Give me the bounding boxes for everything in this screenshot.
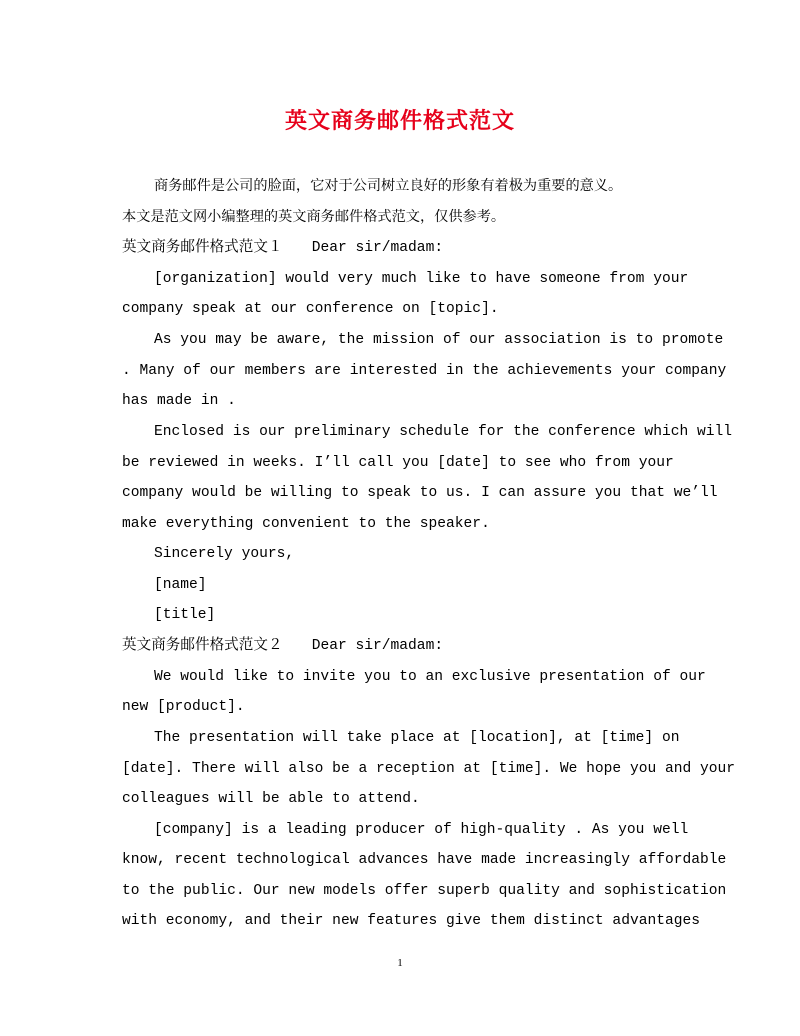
paragraph-line: has made in .: [122, 393, 236, 409]
paragraph-line: new [product].: [122, 699, 245, 715]
paragraph-line: [date]. There will also be a reception at [time]. We hope you and your: [122, 761, 736, 777]
page-number: 1: [397, 957, 403, 969]
paragraph-line: As you may be aware, the mission of our association is to promote: [154, 332, 724, 348]
paragraph-line: 商务邮件是公司的脸面，它对于公司树立良好的形象有着极为重要的意义。: [154, 178, 623, 194]
paragraph-line: [organization] would very much like to have someone from your: [154, 271, 689, 287]
paragraph-line: 本文是范文网小编整理的英文商务邮件格式范文，仅供参考。: [122, 209, 506, 225]
paragraph-line: We would like to invite you to an exclusive presentation of our: [154, 669, 706, 685]
paragraph-line: colleagues will be able to attend.: [122, 791, 420, 807]
section-heading-2: 英文商务邮件格式范文２ Dear sir/madam:: [122, 638, 444, 654]
signature-name: [name]: [154, 577, 207, 593]
paragraph-line: The presentation will take place at [location], at [time] on: [154, 730, 680, 746]
paragraph-line: be reviewed in weeks. I’ll call you [date] to see who from your: [122, 455, 674, 471]
document-title: 英文商务邮件格式范文: [284, 108, 515, 134]
paragraph-line: company speak at our conference on [topic].: [122, 301, 499, 317]
paragraph-line: know, recent technological advances have made increasingly affordable: [122, 852, 727, 868]
signature-title: [title]: [154, 607, 216, 623]
paragraph-line: . Many of our members are interested in the achievements your company: [122, 363, 727, 379]
section-heading-1: 英文商务邮件格式范文１ Dear sir/madam:: [122, 240, 444, 256]
paragraph-line: make everything convenient to the speaker.: [122, 516, 490, 532]
paragraph-line: to the public. Our new models offer superb quality and sophistication: [122, 883, 727, 899]
paragraph-line: Enclosed is our preliminary schedule for the conference which will: [154, 424, 733, 440]
paragraph-line: with economy, and their new features give them distinct advantages: [122, 913, 701, 929]
paragraph-line: company would be willing to speak to us. I can assure you that we’ll: [122, 485, 718, 501]
closing-line: Sincerely yours,: [154, 546, 295, 562]
paragraph-line: [company] is a leading producer of high-quality . As you well: [154, 822, 689, 838]
